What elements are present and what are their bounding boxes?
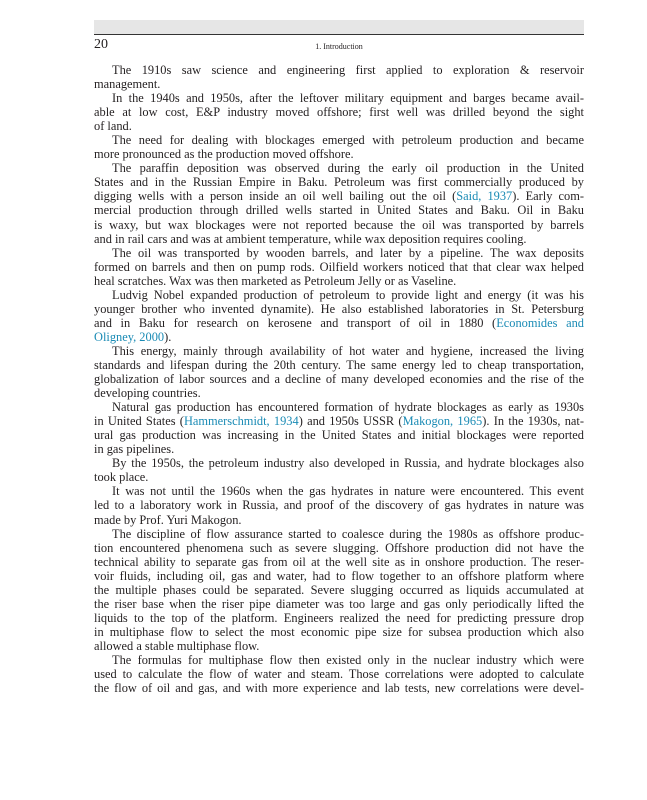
text-line: The oil was transported by wooden barrels, and later by a pipeline. The wax deposits [112, 245, 584, 260]
text-line: heal scratches. Wax was then marketed as Petroleum Jelly or as Vaseline. [94, 273, 457, 288]
text-line: of land. [94, 119, 132, 134]
text-line: The paraffin deposition was observed during the early oil production in the United [112, 161, 584, 176]
paragraph [94, 91, 584, 133]
paragraph [94, 653, 584, 695]
running-head: 1. Introduction [315, 42, 363, 51]
text-line: management. [94, 77, 161, 92]
text-line: the flow of oil and gas, and with more experience and lab tests, new correlations were devel- [94, 681, 584, 696]
paragraph [94, 246, 584, 288]
paragraph [94, 161, 584, 245]
text-line: Natural gas production has encountered formation of hydrate blockages as early as 1930s [112, 400, 584, 415]
text-line: led to a laboratory work in Russia, and proof of the discovery of gas hydrates in nature was [94, 498, 584, 513]
page-number: 20 [94, 37, 108, 52]
paragraph [94, 400, 584, 456]
text-line: The need for dealing with blockages emerged with petroleum production and became [112, 133, 584, 148]
text-line: This energy, mainly through availability of hot water and hygiene, increased the living [112, 343, 584, 358]
paragraph [94, 288, 584, 344]
text-line: By the 1950s, the petroleum industry also developed in Russia, and hydrate blockages also [112, 456, 584, 471]
paragraph [94, 484, 584, 526]
text-line: Ludvig Nobel expanded production of petroleum to provide light and energy (it was his [112, 287, 584, 302]
text-line: younger brother who invented dynamite). He also established laboratories in St. Petersburg [94, 301, 584, 316]
text-line: formed on barrels and then on pump rods. Oilfield workers noticed that that clear wax helped [94, 259, 584, 274]
text-line: and in rail cars and was at ambient temperature, while wax deposition requires cooling. [94, 231, 527, 246]
text-line: and in Baku for research on kerosene and transport of oil in 1880 (Economides and [94, 315, 584, 330]
text-line: made by Prof. Yuri Makogon. [94, 512, 242, 527]
text-line: in United States (Hammerschmidt, 1934) and 1950s USSR (Makogon, 1965). In the 1930s, nat- [94, 414, 584, 429]
text-line: more pronounced as the production moved offshore. [94, 147, 354, 162]
body-text [94, 63, 584, 695]
text-line: technical ability to separate gas from oil at the well site as in onshore production. The reser- [94, 554, 584, 569]
paragraph [94, 527, 584, 653]
text-line: globalization of labor sources and a decline of many developed economies and the rise of the [94, 372, 584, 387]
text-line: ural gas production was increasing in the United States and initial blockages were reported [94, 428, 584, 443]
citation-link[interactable]: Said, 1937 [456, 189, 513, 204]
citation-link[interactable]: Economides and [496, 315, 584, 330]
text-line: is waxy, but wax blockages were not reported because the oil was transported by barrels [94, 217, 584, 232]
text-line: The discipline of flow assurance started to coalesce during the 1980s as offshore produc- [112, 526, 584, 541]
text-line: States and in the Russian Empire in Baku. Petroleum was first commercially produced by [94, 175, 584, 190]
text-line: mercial production through drilled wells started in United States and Baku. Oil in Baku [94, 203, 584, 218]
text-line: digging wells with a person inside an oil well bailing out the oil (Said, 1937). Early com- [94, 189, 584, 204]
text-line: voir fluids, including oil, gas and water, had to flow together to an offshore platform where [94, 568, 584, 583]
text-line: The formulas for multiphase flow then existed only in the nuclear industry which were [112, 652, 584, 667]
citation-link[interactable]: Makogon, 1965 [402, 414, 483, 429]
text-line: in gas pipelines. [94, 442, 175, 457]
paragraph [94, 456, 584, 484]
text-line: used to calculate the flow of water and steam. Those correlations were adopted to calculate [94, 667, 584, 682]
citation-link[interactable]: Oligney, 2000 [94, 329, 165, 344]
text-line: able at low cost, E&P industry moved offshore; first well was drilled beyond the sight [94, 105, 584, 120]
paragraph [94, 63, 584, 91]
paragraph [94, 344, 584, 400]
text-line: liquids to the top of the platform. Engineers realized the need for predicting pressure drop [94, 610, 584, 625]
text-line: The 1910s saw science and engineering first applied to exploration & reservoir [112, 63, 584, 77]
text-line: the riser base when the riser pipe diameter was too large and gas only periodically lifted the [94, 596, 584, 611]
text-line: tion encountered phenomena such as severe slugging. Offshore production did not have the [94, 540, 584, 555]
text-line: took place. [94, 470, 149, 485]
header-bar [94, 20, 584, 35]
text-line: developing countries. [94, 386, 201, 401]
text-line: In the 1940s and 1950s, after the leftover military equipment and barges became avail- [112, 91, 584, 106]
text-line: standards and lifespan during the 20th century. The same energy led to cheap transportation, [94, 357, 584, 372]
citation-link[interactable]: Hammerschmidt, 1934 [183, 414, 299, 429]
text-line: in multiphase flow to select the most economic pipe size for subsea production which also [94, 624, 584, 639]
text-line: allowed a stable multiphase flow. [94, 638, 260, 653]
text-line: It was not until the 1960s when the gas hydrates in nature were encountered. This event [112, 484, 584, 499]
paragraph [94, 133, 584, 161]
text-line: Oligney, 2000). [94, 329, 172, 344]
text-line: the multiple phases could be separated. Severe slugging occurred as liquids accumulated at [94, 582, 584, 597]
